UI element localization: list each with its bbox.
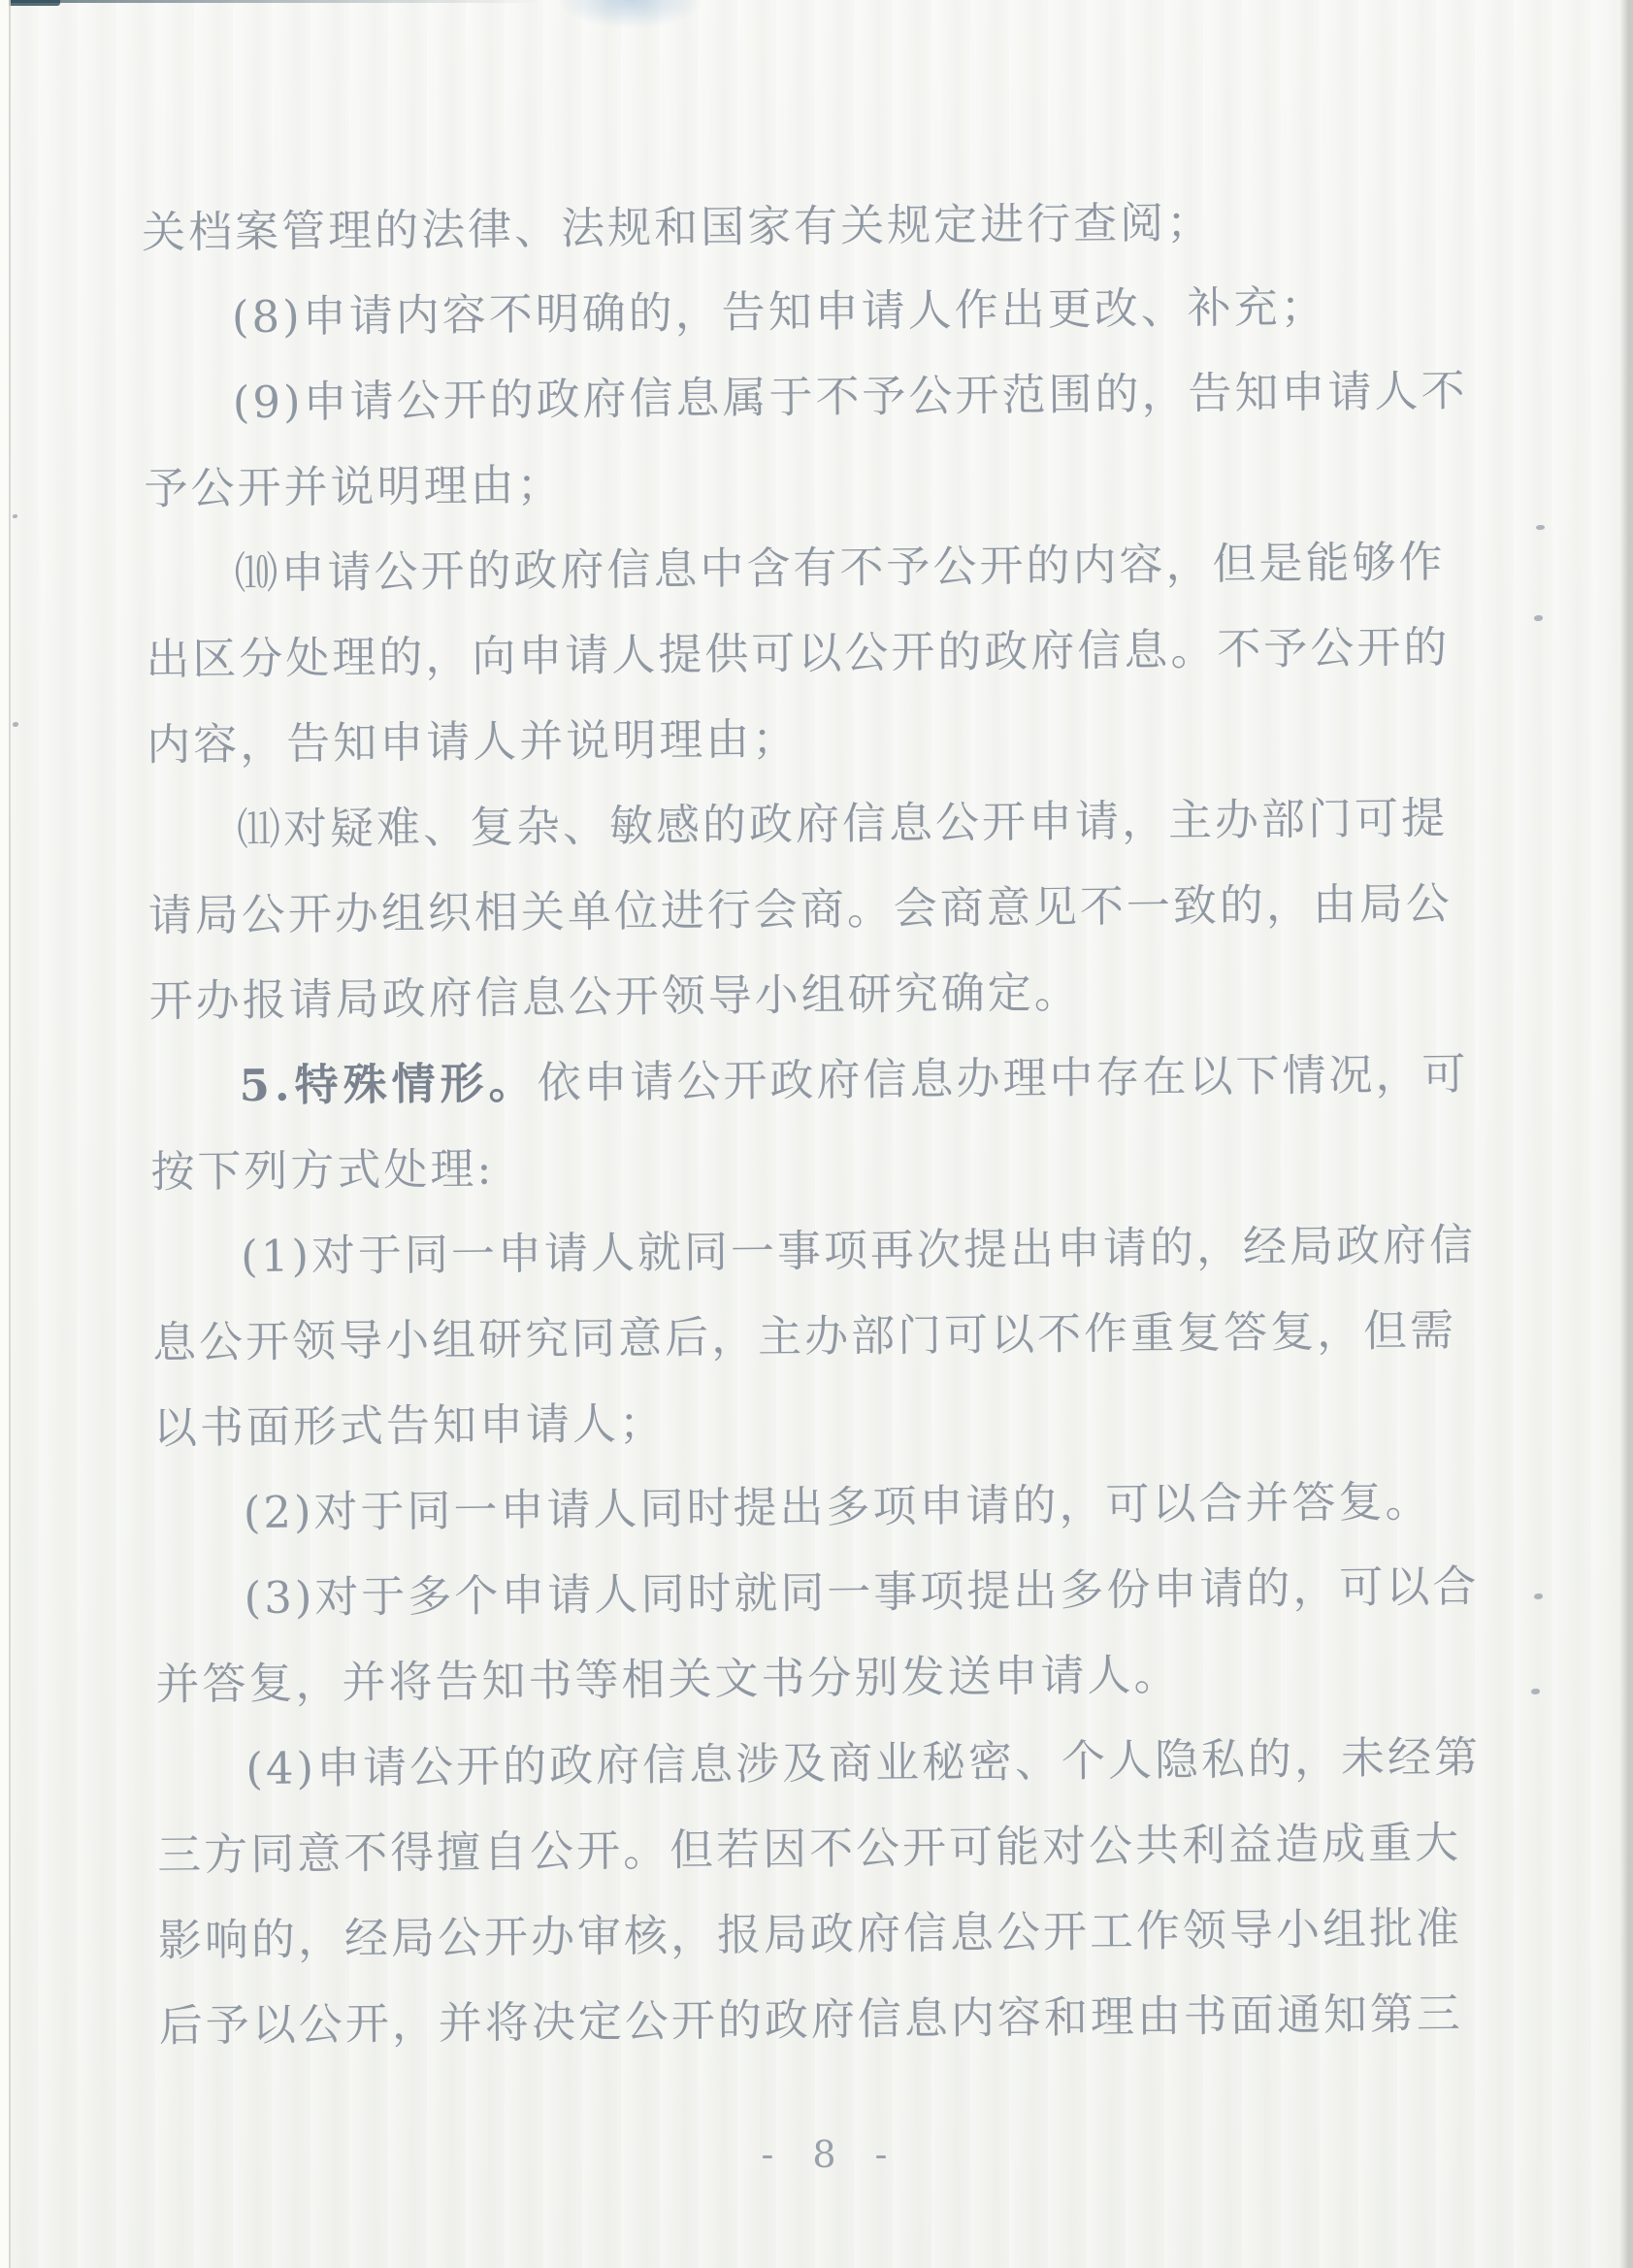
text-line xyxy=(147,774,1526,873)
text-line xyxy=(142,177,1520,276)
scan-left-margin xyxy=(0,0,9,2268)
text-line-content: 关档案管理的法律、法规和国家有关规定进行查阅； xyxy=(141,196,1214,259)
text-line xyxy=(153,1372,1532,1471)
scan-speck xyxy=(13,722,18,727)
text-line xyxy=(158,1970,1537,2069)
text-line xyxy=(147,860,1526,959)
section-heading: 5.特殊情形。 xyxy=(239,1057,538,1112)
text-lines xyxy=(142,177,1538,2069)
scan-speck xyxy=(1536,525,1545,530)
text-line-content: (2)对于同一申请人同时提出多项申请的，可以合并答复。 xyxy=(243,1475,1432,1539)
text-line-content: (8)申请内容不明确的，告知申请人作出更改、补充； xyxy=(231,280,1327,344)
text-line xyxy=(143,262,1521,361)
text-line-content: (1)对于同一申请人就同一事项再次提出申请的，经局政府信 xyxy=(241,1218,1477,1283)
text-line xyxy=(143,347,1521,446)
text-line-content: 后予以公开，并将决定公开的政府信息内容和理由书面通知第三 xyxy=(158,1988,1464,2052)
text-line-content: 并答复，并将告知书等相关文书分别发送申请人。 xyxy=(155,1648,1181,1710)
text-line-content: 内容，告知申请人并说明理由； xyxy=(146,712,800,772)
scan-right-shadow xyxy=(1619,0,1633,2268)
text-line xyxy=(147,689,1525,788)
text-line-content: 影响的，经局公开办审核，报局政府信息公开工作领导小组批准 xyxy=(157,1902,1463,1966)
text-line xyxy=(155,1628,1534,1727)
text-line xyxy=(144,433,1522,532)
scan-blue-smudge xyxy=(558,0,703,29)
text-line-content: 三方同意不得擅自公开。但若因不公开可能对公共利益造成重大 xyxy=(156,1817,1462,1881)
scan-speck xyxy=(1534,615,1543,621)
text-line-content: ⑽申请公开的政府信息中含有不予公开的内容，但是能够作 xyxy=(234,536,1446,600)
text-line-content: 开办报请局政府信息公开领导小组研究确定。 xyxy=(148,966,1081,1028)
text-line xyxy=(145,518,1523,617)
text-line-content: 按下列方式处理: xyxy=(150,1142,495,1198)
scan-speck xyxy=(1534,1594,1543,1599)
text-line xyxy=(151,1201,1530,1300)
page-number: - 8 - xyxy=(761,2133,901,2176)
scan-left-edge-line xyxy=(9,0,11,2268)
text-line-content: 请局公开办组织相关单位进行会商。会商意见不一致的，由局公 xyxy=(147,877,1453,942)
scan-top-edge xyxy=(0,0,543,3)
text-line-content: (9)申请公开的政府信息属于不予公开范围的，告知申请人不 xyxy=(232,364,1468,429)
text-line xyxy=(158,1885,1537,1984)
page-footer xyxy=(0,2133,1633,2176)
text-line-content: (4)申请公开的政府信息涉及商业秘密、个人隐私的，未经第 xyxy=(245,1730,1482,1795)
text-line-content: 息公开领导小组研究同意后，主办部门可以不作重复答复，但需 xyxy=(151,1304,1457,1368)
text-line-content: ⑾对疑难、复杂、敏感的政府信息公开申请，主办部门可提 xyxy=(236,792,1449,856)
text-line xyxy=(154,1543,1533,1642)
text-line-content: 予公开并说明理由； xyxy=(144,458,564,515)
text-line xyxy=(148,945,1527,1044)
text-line xyxy=(157,1799,1536,1898)
scan-speck xyxy=(13,514,17,518)
text-line xyxy=(156,1714,1535,1813)
text-line-content: (3)对于多个申请人同时就同一事项提出多份申请的，可以合 xyxy=(244,1560,1480,1625)
text-line xyxy=(152,1287,1531,1386)
text-line-content: 出区分处理的，向申请人提供可以公开的政府信息。不予公开的 xyxy=(146,621,1451,686)
text-line xyxy=(150,1116,1529,1215)
text-line xyxy=(153,1458,1532,1557)
text-line xyxy=(146,604,1524,703)
text-line-content: 依申请公开政府信息办理中存在以下情况，可 xyxy=(537,1047,1469,1109)
text-line xyxy=(149,1031,1528,1130)
text-line-content: 以书面形式告知申请人； xyxy=(152,1397,667,1454)
